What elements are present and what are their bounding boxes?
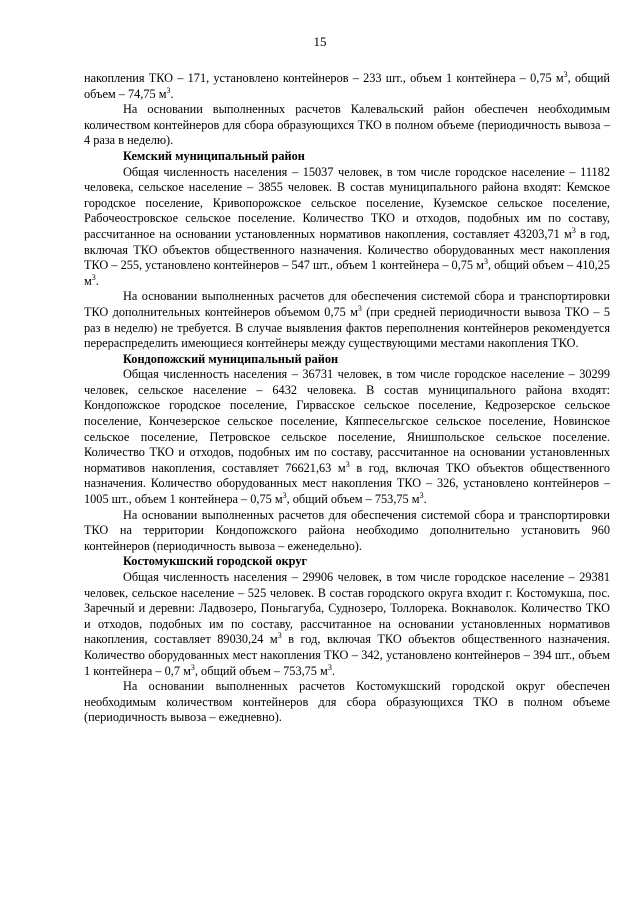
paragraph: Общая численность населения – 15037 человек, в том числе городское население – 11182 человека, сельское население – 3855 человек. В состав муниципального района входят: Кемское городское поселение, Кривопорожское сельское поселение, Куземское сельское поселение, Рабочеостровское сельское поселение. Количество ТКО и отходов, подобных им по составу, рассчитанное на основании установленных нормативов накопления, составляет 43203,71 $м^3$ в год, включая ТКО объектов общественного назначения. Количество оборудованных мест накопления ТКО – 255, установлено контейнеров – 547 шт., объем 1 контейнера – 0,75 $м^3$, общий объем – 410,25 $м^3$.	[84, 164, 611, 288]
paragraph: Общая численность населения – 36731 человек, в том числе городское население – 30299 человек, сельское население – 6432 человека. В состав муниципального района входят: Кондопожское городское поселение, Гирвасское сельское поселение, Кедрозерское сельское поселение, Кончезерское сельское поселение, Кяппесельгское сельское поселение, Новинское сельское поселение, Петровское сельское поселение, Янишпольское сельское поселение. Количество ТКО и отходов, подобных им по составу, рассчитанное на основании установленных нормативов накопления, составляет 76621,63 $м^3$ в год, включая ТКО объектов общественного назначения. Количество оборудованных мест накопления ТКО – 326, установлено контейнеров – 1005 шт., объем 1 контейнера – 0,75 $м^3$, общий объем – 753,75 $м^3$.	[84, 367, 611, 507]
section-heading: Костомукшский городской округ	[123, 554, 308, 569]
paragraph: На основании выполненных расчетов для обеспечения системой сбора и транспортировки ТКО на территории Кондопожского района необходимо дополнительно установить 960 контейнеров (периодичность вывоза – еженедельно).	[84, 507, 610, 553]
paragraph: На основании выполненных расчетов Костомукшский городской округ обеспечен необходимым количеством контейнеров для сбора образующихся ТКО в полном объеме (периодичность вывоза – ежедневно).	[84, 679, 610, 725]
section-heading: Кондопожский муниципальный район	[123, 351, 339, 366]
paragraph: На основании выполненных расчетов для обеспечения системой сбора и транспортировки ТКО дополнительных контейнеров объемом 0,75 $м^3$ (при средней периодичности вывоза ТКО – 5 раз в неделю) не требуется. В случае выявления фактов переполнения контейнеров рекомендуется перераспределить имеющиеся контейнеры между существующими местами накопления ТКО.	[84, 289, 610, 351]
section-heading: Кемский муниципальный район	[123, 148, 305, 163]
document-body	[84, 71, 610, 726]
paragraph: Общая численность населения – 29906 человек, в том числе городское население – 29381 человек, сельское население – 525 человек. В состав городского округа входит г. Костомукша, пос. Заречный и деревни: Ладвозеро, Поньгагуба, Суднозеро, Толлорека. Вокнаволок. Количество ТКО и отходов, подобных им по составу, рассчитанное на основании установленных нормативов накопления, составляет 89030,24 $м^3$ в год, включая ТКО объектов общественного назначения. Количество оборудованных мест накопления ТКО – 342, установлено контейнеров – 394 шт., объем 1 контейнера – 0,7 $м^3$, общий объем – 753,75 $м^3$.	[84, 570, 611, 678]
paragraph: На основании выполненных расчетов Калевальский район обеспечен необходимым количеством контейнеров для сбора образующихся ТКО в полном объеме (периодичность вывоза – 4 раза в неделю).	[84, 102, 610, 148]
paragraph: накопления ТКО – 171, установлено контейнеров – 233 шт., объем 1 контейнера – 0,75 $м^3$, общий объем – 74,75 $м^3$.	[84, 70, 610, 101]
page-number: 15	[313, 34, 327, 49]
